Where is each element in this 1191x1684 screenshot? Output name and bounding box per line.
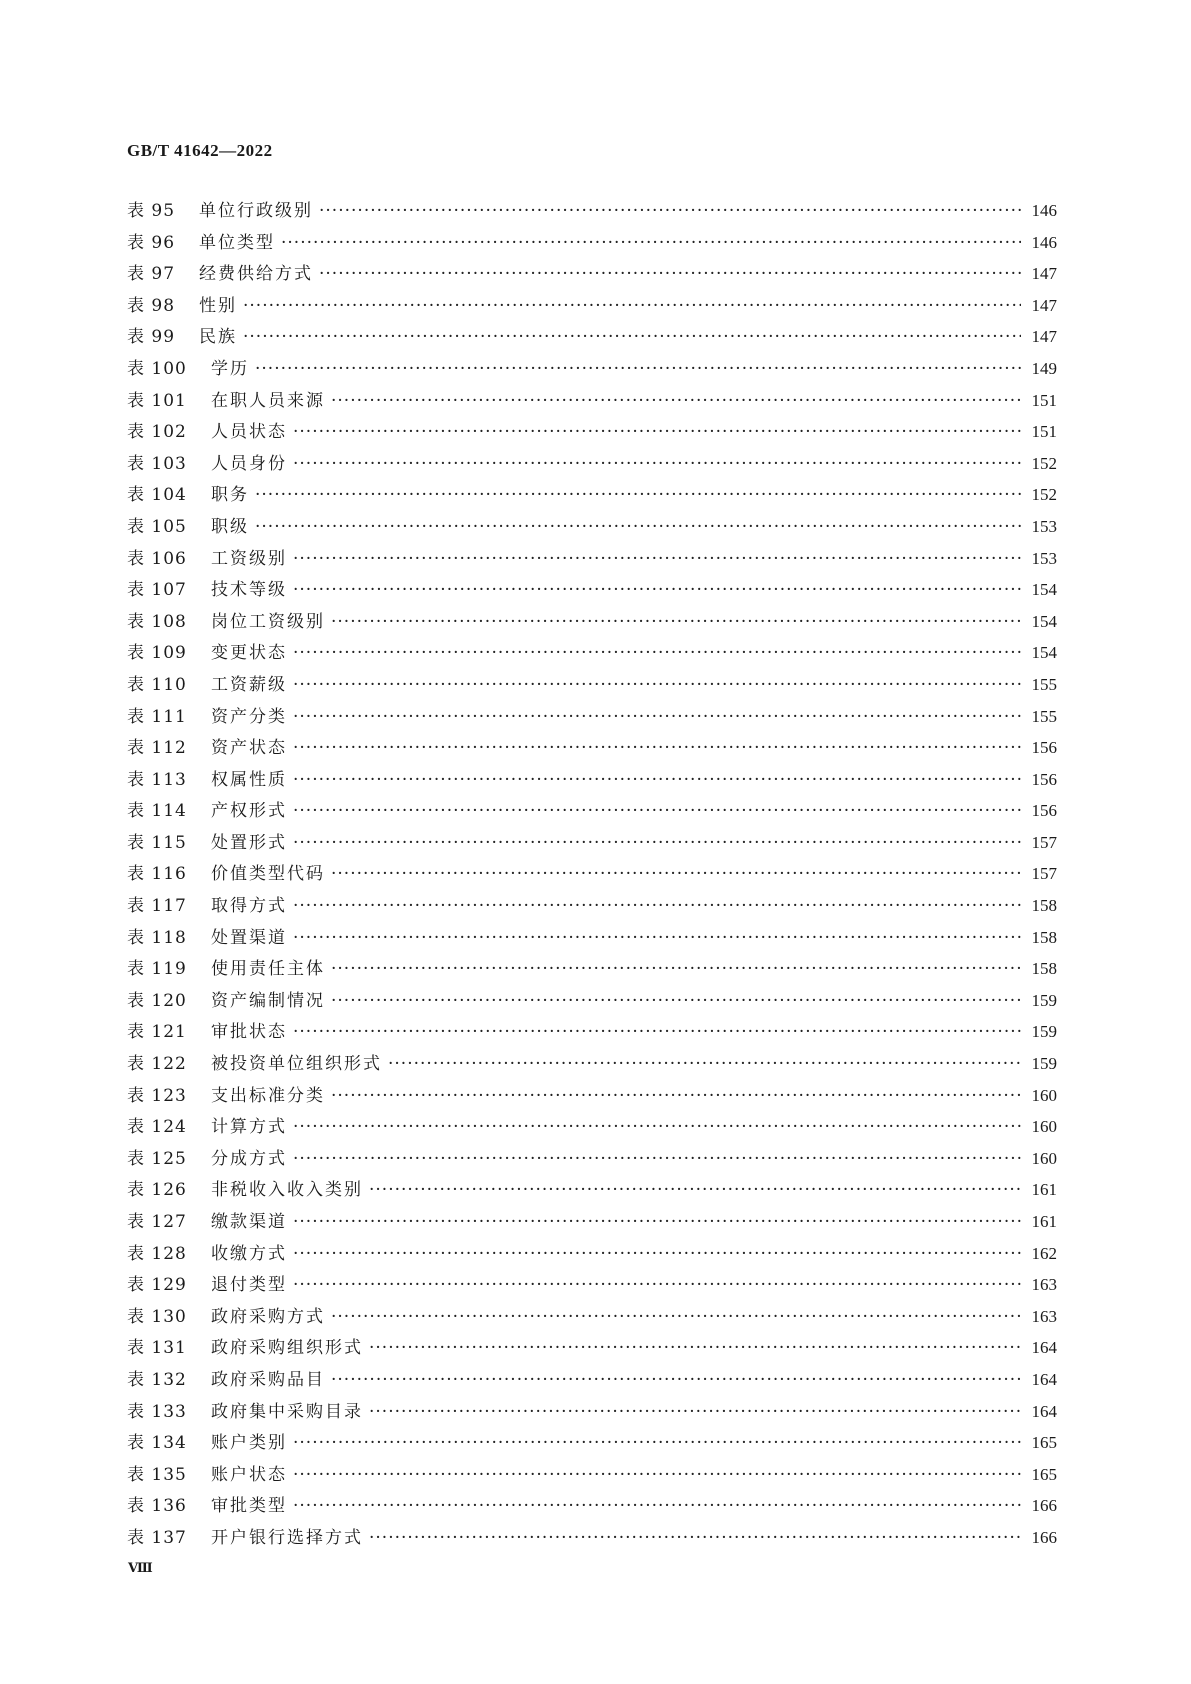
toc-entry[interactable] <box>127 1522 1057 1554</box>
toc-entry[interactable] <box>127 1238 1057 1270</box>
toc-entry-number: 表 113 <box>127 769 187 790</box>
toc-entry-page: 156 <box>1031 801 1057 821</box>
toc-entry-number: 表 132 <box>127 1369 187 1390</box>
toc-entry[interactable] <box>127 922 1057 954</box>
dot-leader <box>293 638 1021 670</box>
toc-entry[interactable] <box>127 795 1057 827</box>
toc-entry-page: 146 <box>1031 232 1057 252</box>
toc-entry-number: 表 136 <box>127 1496 187 1517</box>
toc-entry-title: 在职人员来源 <box>211 390 325 411</box>
dot-leader <box>331 954 1021 986</box>
dot-leader <box>331 386 1021 418</box>
dot-leader <box>293 449 1021 481</box>
toc-entry[interactable] <box>127 1301 1057 1333</box>
toc-entry-page: 163 <box>1031 1306 1057 1326</box>
toc-entry-title: 资产分类 <box>211 706 287 727</box>
toc-entry-page: 164 <box>1031 1338 1057 1358</box>
toc-entry[interactable] <box>127 1396 1057 1428</box>
toc-entry-title: 政府采购品目 <box>211 1369 325 1390</box>
toc-entry-number: 表 111 <box>127 706 187 727</box>
toc-entry-title: 工资薪级 <box>211 674 287 695</box>
toc-entry-page: 160 <box>1031 1085 1057 1105</box>
dot-leader <box>369 1175 1021 1207</box>
page-folio: Ⅷ <box>128 1560 153 1575</box>
toc-entry-number: 表 118 <box>127 927 187 948</box>
toc-entry-page: 152 <box>1031 485 1057 505</box>
toc-entry-number: 表 106 <box>127 548 187 569</box>
toc-entry-number: 表 100 <box>127 358 187 379</box>
toc-entry-page: 162 <box>1031 1243 1057 1263</box>
toc-entry-title: 账户类别 <box>211 1433 287 1454</box>
toc-entry-title: 收缴方式 <box>211 1243 287 1264</box>
toc-entry[interactable] <box>127 1490 1057 1522</box>
toc-entry-number: 表 95 <box>127 201 176 221</box>
toc-entry-number: 表 120 <box>127 990 187 1011</box>
toc-entry-title: 单位行政级别 <box>199 201 313 221</box>
toc-entry-title: 分成方式 <box>211 1148 287 1169</box>
toc-entry-title: 职级 <box>211 516 249 537</box>
dot-leader <box>293 733 1021 765</box>
toc-entry-page: 154 <box>1031 611 1057 631</box>
toc-entry-page: 154 <box>1031 643 1057 663</box>
toc-entry[interactable] <box>127 732 1057 764</box>
toc-entry-title: 使用责任主体 <box>211 959 325 980</box>
dot-leader <box>331 986 1021 1018</box>
toc-entry[interactable] <box>127 385 1057 417</box>
toc-entry-number: 表 130 <box>127 1306 187 1327</box>
toc-entry[interactable] <box>127 258 1057 290</box>
toc-entry-number: 表 110 <box>127 674 187 695</box>
toc-entry-page: 153 <box>1031 548 1057 568</box>
toc-entry-page: 157 <box>1031 832 1057 852</box>
dot-leader <box>293 1112 1021 1144</box>
toc-entry-title: 性别 <box>199 295 237 316</box>
toc-entry-page: 147 <box>1031 295 1057 315</box>
toc-entry-page: 153 <box>1031 516 1057 536</box>
toc-entry-page: 161 <box>1031 1212 1057 1231</box>
toc-entry-number: 表 97 <box>127 264 176 285</box>
toc-entry[interactable] <box>127 1080 1057 1112</box>
toc-entry[interactable] <box>127 985 1057 1017</box>
toc-entry-page: 160 <box>1031 1117 1057 1137</box>
toc-entry-page: 166 <box>1031 1527 1057 1547</box>
toc-entry-page: 163 <box>1031 1275 1057 1295</box>
dot-leader <box>293 1144 1021 1176</box>
toc-entry-number: 表 129 <box>127 1275 187 1296</box>
toc-entry[interactable] <box>127 1111 1057 1143</box>
toc-entry[interactable] <box>127 543 1057 575</box>
toc-entry-number: 表 126 <box>127 1180 187 1201</box>
toc-entry-title: 价值类型代码 <box>211 864 325 885</box>
toc-entry-title: 民族 <box>199 327 237 348</box>
dot-leader <box>369 1523 1021 1555</box>
toc-entry-number: 表 108 <box>127 611 187 632</box>
toc-entry-title: 产权形式 <box>211 801 287 822</box>
toc-entry-number: 表 109 <box>127 643 187 664</box>
toc-entry-number: 表 127 <box>127 1212 187 1232</box>
toc-entry[interactable] <box>127 1269 1057 1301</box>
toc-entry-page: 166 <box>1031 1496 1057 1516</box>
toc-entry-number: 表 112 <box>127 738 187 759</box>
dot-leader <box>293 1428 1021 1460</box>
dot-leader <box>331 1302 1021 1334</box>
toc-entry[interactable] <box>127 511 1057 543</box>
toc-entry[interactable] <box>127 321 1057 353</box>
toc-entry[interactable] <box>127 195 1057 227</box>
toc-entry-title: 退付类型 <box>211 1275 287 1296</box>
toc-entry-number: 表 105 <box>127 516 187 537</box>
toc-entry[interactable] <box>127 1459 1057 1491</box>
toc-entry-number: 表 99 <box>127 327 176 348</box>
dot-leader <box>293 702 1021 734</box>
toc-entry-number: 表 131 <box>127 1338 187 1359</box>
toc-entry-number: 表 125 <box>127 1148 187 1169</box>
toc-entry-title: 人员状态 <box>211 422 287 443</box>
toc-entry-page: 159 <box>1031 1054 1057 1074</box>
toc-entry-title: 取得方式 <box>211 896 287 917</box>
dot-leader <box>331 1081 1021 1113</box>
toc-entry[interactable] <box>127 1364 1057 1396</box>
dot-leader <box>369 1397 1021 1429</box>
toc-entry-page: 155 <box>1031 674 1057 694</box>
toc-entry-title: 岗位工资级别 <box>211 611 325 632</box>
toc-entry-title: 工资级别 <box>211 548 287 569</box>
toc-entry-page: 155 <box>1031 706 1057 726</box>
toc-entry[interactable] <box>127 1048 1057 1080</box>
dot-leader <box>255 480 1021 512</box>
toc-entry[interactable] <box>127 827 1057 859</box>
toc-entry-title: 技术等级 <box>211 580 287 601</box>
toc-entry-number: 表 137 <box>127 1527 187 1548</box>
dot-leader <box>243 291 1021 323</box>
toc-entry-page: 156 <box>1031 738 1057 758</box>
toc-entry-title: 资产编制情况 <box>211 990 325 1011</box>
toc-entry-page: 160 <box>1031 1148 1057 1168</box>
toc-entry-page: 146 <box>1031 201 1057 220</box>
toc-entry[interactable] <box>127 701 1057 733</box>
dot-leader <box>319 259 1021 291</box>
toc-entry-number: 表 124 <box>127 1117 187 1138</box>
toc-entry-title: 非税收入收入类别 <box>211 1180 363 1201</box>
dot-leader <box>293 1017 1021 1049</box>
toc-entry[interactable] <box>127 1206 1057 1238</box>
toc-entry-number: 表 121 <box>127 1022 187 1043</box>
toc-entry[interactable] <box>127 1016 1057 1048</box>
toc-entry[interactable] <box>127 479 1057 511</box>
toc-entry-number: 表 101 <box>127 390 187 411</box>
dot-leader <box>293 1207 1021 1239</box>
toc-entry-title: 政府采购组织形式 <box>211 1338 363 1359</box>
dot-leader <box>293 1491 1021 1523</box>
toc-entry-title: 被投资单位组织形式 <box>211 1054 382 1075</box>
toc-entry-number: 表 116 <box>127 864 187 885</box>
dot-leader <box>293 417 1021 449</box>
dot-leader <box>369 1333 1021 1365</box>
toc-entry-title: 政府集中采购目录 <box>211 1401 363 1422</box>
toc-entry[interactable] <box>127 353 1057 385</box>
toc-entry-number: 表 102 <box>127 422 187 443</box>
toc-entry[interactable] <box>127 1332 1057 1364</box>
toc-entry-title: 审批状态 <box>211 1022 287 1043</box>
standard-code: GB/T 41642—2022 <box>127 141 273 160</box>
dot-leader <box>293 670 1021 702</box>
dot-leader <box>255 354 1021 386</box>
toc-entry-page: 164 <box>1031 1401 1057 1421</box>
toc-entry-number: 表 107 <box>127 580 187 601</box>
toc-entry-page: 164 <box>1031 1369 1057 1389</box>
toc-entry-title: 人员身份 <box>211 453 287 474</box>
toc-entry-page: 159 <box>1031 1022 1057 1042</box>
dot-leader <box>388 1049 1021 1081</box>
dot-leader <box>331 1365 1021 1397</box>
toc-entry-page: 147 <box>1031 327 1057 347</box>
toc-entry-page: 157 <box>1031 864 1057 884</box>
toc-entry-page: 161 <box>1031 1180 1057 1200</box>
toc-entry-number: 表 122 <box>127 1054 187 1075</box>
dot-leader <box>293 1270 1021 1302</box>
table-of-contents <box>127 195 1057 1554</box>
toc-entry-title: 处置形式 <box>211 832 287 853</box>
toc-entry-title: 权属性质 <box>211 769 287 790</box>
toc-entry-title: 经费供给方式 <box>199 264 313 285</box>
toc-entry[interactable] <box>127 448 1057 480</box>
toc-entry-page: 151 <box>1031 390 1057 410</box>
toc-entry-title: 学历 <box>211 358 249 379</box>
toc-entry[interactable] <box>127 1427 1057 1459</box>
dot-leader <box>255 512 1021 544</box>
toc-entry[interactable] <box>127 606 1057 638</box>
dot-leader <box>331 607 1021 639</box>
dot-leader <box>243 322 1021 354</box>
toc-entry-number: 表 114 <box>127 801 187 822</box>
toc-entry[interactable] <box>127 227 1057 259</box>
toc-entry[interactable] <box>127 290 1057 322</box>
toc-entry-number: 表 133 <box>127 1401 187 1422</box>
toc-entry-title: 计算方式 <box>211 1117 287 1138</box>
toc-entry[interactable] <box>127 669 1057 701</box>
toc-entry-page: 149 <box>1031 358 1057 378</box>
toc-entry-page: 154 <box>1031 580 1057 600</box>
toc-entry-number: 表 103 <box>127 453 187 474</box>
toc-entry-number: 表 119 <box>127 959 187 980</box>
toc-entry-number: 表 128 <box>127 1243 187 1264</box>
toc-entry-page: 158 <box>1031 927 1057 947</box>
toc-entry-number: 表 123 <box>127 1085 187 1106</box>
toc-entry[interactable] <box>127 764 1057 796</box>
toc-entry-title: 缴款渠道 <box>211 1212 287 1232</box>
dot-leader <box>293 765 1021 797</box>
toc-entry-title: 支出标准分类 <box>211 1085 325 1106</box>
toc-entry[interactable] <box>127 1174 1057 1206</box>
toc-entry-number: 表 98 <box>127 295 176 316</box>
toc-entry-title: 资产状态 <box>211 738 287 759</box>
toc-entry[interactable] <box>127 953 1057 985</box>
toc-entry[interactable] <box>127 574 1057 606</box>
toc-entry[interactable] <box>127 1143 1057 1175</box>
toc-entry-title: 变更状态 <box>211 643 287 664</box>
toc-entry-title: 账户状态 <box>211 1464 287 1485</box>
toc-entry[interactable] <box>127 890 1057 922</box>
toc-entry[interactable] <box>127 637 1057 669</box>
toc-entry-page: 151 <box>1031 422 1057 442</box>
dot-leader <box>293 796 1021 828</box>
toc-entry-number: 表 96 <box>127 232 176 253</box>
toc-entry-title: 单位类型 <box>199 232 275 253</box>
toc-entry-number: 表 104 <box>127 485 187 506</box>
toc-entry-page: 159 <box>1031 990 1057 1010</box>
toc-entry-title: 审批类型 <box>211 1496 287 1517</box>
toc-entry-page: 165 <box>1031 1464 1057 1484</box>
toc-entry-page: 156 <box>1031 769 1057 789</box>
toc-entry-number: 表 117 <box>127 896 187 917</box>
toc-entry-page: 165 <box>1031 1433 1057 1453</box>
dot-leader <box>293 1239 1021 1271</box>
toc-entry[interactable] <box>127 858 1057 890</box>
toc-entry-title: 处置渠道 <box>211 927 287 948</box>
toc-entry-number: 表 115 <box>127 832 187 853</box>
toc-entry-page: 158 <box>1031 896 1057 916</box>
dot-leader <box>293 891 1021 923</box>
dot-leader <box>331 859 1021 891</box>
toc-entry-number: 表 135 <box>127 1464 187 1485</box>
dot-leader <box>293 544 1021 576</box>
dot-leader <box>293 575 1021 607</box>
toc-entry-title: 职务 <box>211 485 249 506</box>
dot-leader <box>293 923 1021 955</box>
toc-entry[interactable] <box>127 416 1057 448</box>
dot-leader <box>319 196 1021 228</box>
toc-entry-page: 147 <box>1031 264 1057 284</box>
toc-entry-title: 开户银行选择方式 <box>211 1527 363 1548</box>
toc-entry-title: 政府采购方式 <box>211 1306 325 1327</box>
toc-entry-number: 表 134 <box>127 1433 187 1454</box>
dot-leader <box>293 828 1021 860</box>
dot-leader <box>293 1460 1021 1492</box>
toc-entry-page: 158 <box>1031 959 1057 979</box>
dot-leader <box>281 228 1021 260</box>
toc-entry-page: 152 <box>1031 453 1057 473</box>
